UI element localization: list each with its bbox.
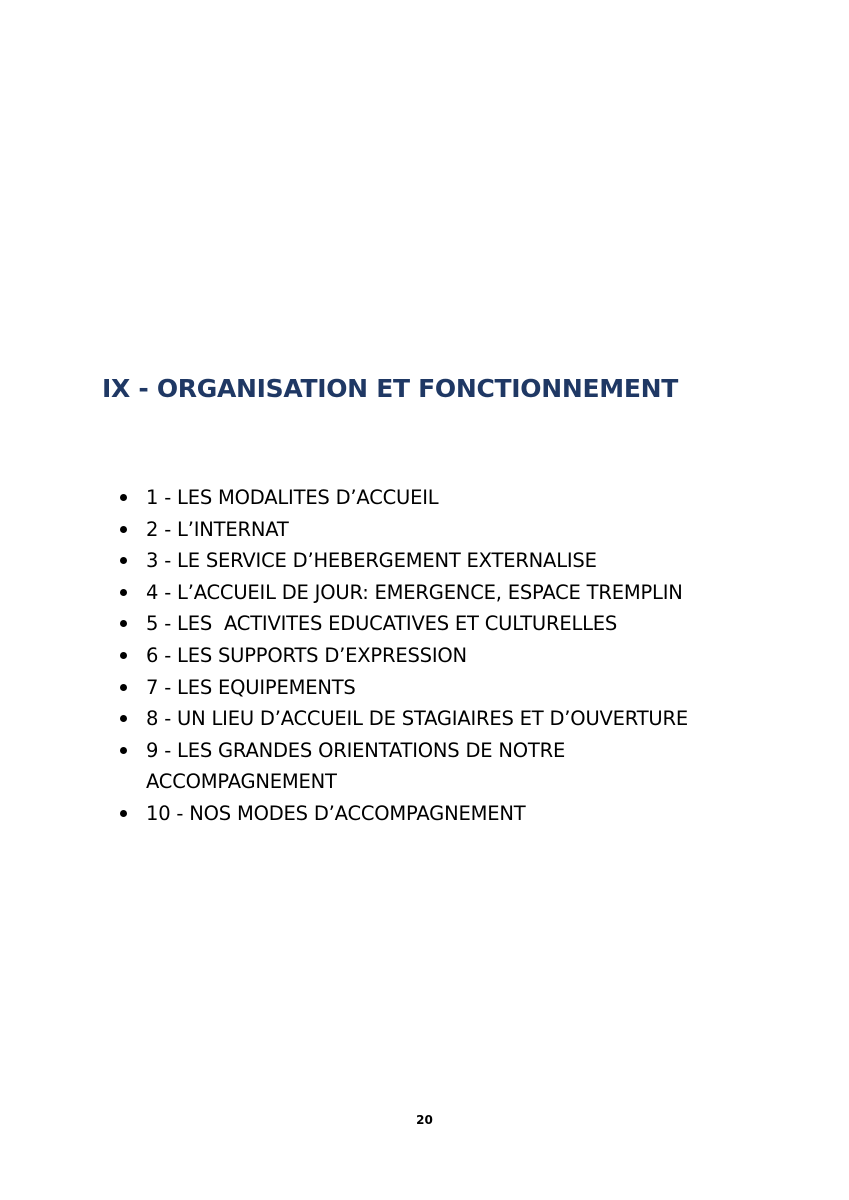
bullet-icon (120, 526, 127, 533)
toc-item-2 (117, 514, 817, 546)
page-number: 20 (416, 1113, 433, 1127)
toc-item-5 (117, 608, 817, 640)
toc-item-label: 3 - LE SERVICE D’HEBERGEMENT EXTERNALISE (146, 549, 597, 573)
toc-item-6 (117, 640, 817, 672)
toc-item-10 (117, 798, 817, 830)
toc-item-label: 7 - LES EQUIPEMENTS (146, 675, 356, 699)
toc-item-4 (117, 577, 817, 609)
toc-item-label: 9 - LES GRANDES ORIENTATIONS DE NOTRE ACCOMPAGNEMENT (146, 738, 572, 794)
bullet-icon (120, 557, 127, 564)
bullet-icon (120, 684, 127, 691)
bullet-icon (120, 810, 127, 817)
toc-item-label: 8 - UN LIEU D’ACCUEIL DE STAGIAIRES ET D’OUVERTURE (146, 707, 688, 731)
toc-item-1 (117, 482, 817, 514)
toc-item-7 (117, 672, 817, 704)
toc-item-label: 5 - LES ACTIVITES EDUCATIVES ET CULTURELLES (146, 612, 618, 636)
bullet-icon (120, 715, 127, 722)
toc-item-label: 10 - NOS MODES D’ACCOMPAGNEMENT (146, 801, 526, 825)
bullet-icon (120, 652, 127, 659)
bullet-icon (120, 620, 127, 627)
bullet-icon (120, 747, 127, 754)
section-title: IX - ORGANISATION ET FONCTIONNEMENT (102, 374, 678, 403)
toc-item-label: 4 - L’ACCUEIL DE JOUR: EMERGENCE, ESPACE TREMPLIN (146, 580, 683, 604)
toc-item-label: 6 - LES SUPPORTS D’EXPRESSION (146, 643, 467, 667)
toc-item-3 (117, 545, 817, 577)
bullet-icon (120, 589, 127, 596)
toc-item-9 (117, 735, 646, 798)
toc-item-label: 2 - L’INTERNAT (146, 517, 289, 541)
bullet-icon (120, 494, 127, 501)
toc-item-8 (117, 703, 817, 735)
table-of-contents (117, 482, 817, 830)
toc-item-label: 1 - LES MODALITES D’ACCUEIL (146, 486, 439, 509)
